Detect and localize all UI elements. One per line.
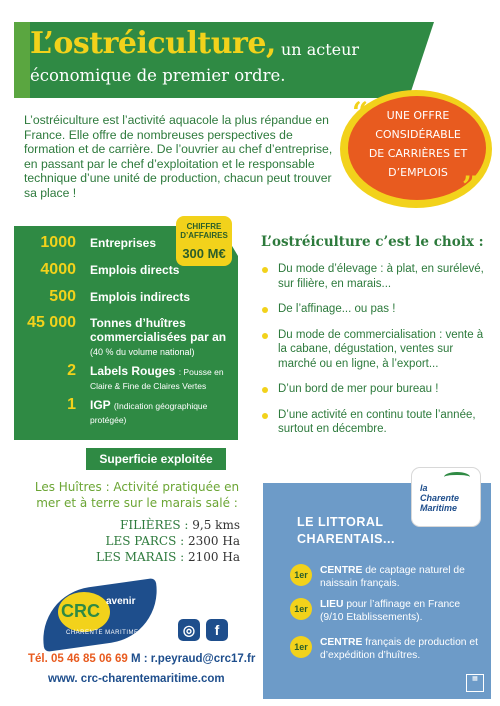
revenue-badge <box>176 216 232 266</box>
stat-note: (Indication géographique protégée) <box>90 401 208 425</box>
surface-line <box>60 550 240 564</box>
revenue-label-line: D’AFFAIRES <box>180 231 228 240</box>
coast-item-bold: LIEU <box>320 599 344 610</box>
stat-number: 1 <box>67 396 76 413</box>
coast-item-bold: CENTRE <box>320 565 363 576</box>
rank-badge: 1er <box>290 636 312 658</box>
callout-line: UNE OFFRE <box>386 109 450 122</box>
stat-label-text: IGP <box>90 398 111 412</box>
callout-line: CONSIDÉRABLE <box>375 128 461 141</box>
surface-badge: Superficie exploitée <box>86 448 226 470</box>
stat-label <box>90 398 238 426</box>
bird-icon <box>444 472 470 482</box>
choice-list <box>262 262 490 437</box>
charente-logo-name: Charente Maritime <box>420 493 460 513</box>
choice-title: L’ostréiculture c’est le choix : <box>261 234 484 250</box>
coast-item-text <box>320 564 486 590</box>
quote-open-icon: “ <box>352 96 369 129</box>
stat-label <box>90 364 238 392</box>
coast-item-text <box>320 636 486 662</box>
contact-email[interactable]: M : r.peyraud@crc17.fr <box>130 653 256 665</box>
coast-item-rest: français de production et d’expédition d’huîtres. <box>320 637 478 661</box>
page-title: L’ostréiculture, <box>30 26 276 61</box>
stat-row <box>14 362 238 392</box>
revenue-label-line: CHIFFRE <box>186 222 222 231</box>
stat-number: 500 <box>49 288 76 305</box>
facebook-icon[interactable]: f <box>206 619 228 641</box>
stat-row <box>14 396 238 430</box>
choice-item: Du mode d’élevage : à plat, en surélevé, sur filière, en marais... <box>262 262 490 291</box>
coast-item-bold: CENTRE <box>320 637 363 648</box>
stat-note: : Pousse en Claire & Fine de Claires Vertes <box>90 367 224 391</box>
intro-paragraph: L’ostréiculture est l’activité aquacole la plus répandue en France. Elle offre de nombreuses perspectives de formation et de carrière. De l’ouvrier au chef d’entreprise, en passant par le chef d’exploitation et le responsable technique d’une unité de production, chacun peut trouver sa place ! <box>24 113 333 200</box>
stat-note: (40 % du volume national) <box>90 347 195 357</box>
stat-label <box>90 316 238 359</box>
coast-item-rest: pour l’affinage en France (9/10 Etablissements). <box>320 599 461 623</box>
stat-number: 45 000 <box>27 314 76 331</box>
stat-label: Emplois directs <box>90 263 180 277</box>
revenue-value: 300 M€ <box>182 246 226 261</box>
coast-item-rest: de captage naturel de naissain français. <box>320 565 465 589</box>
stat-number: 4000 <box>40 261 76 278</box>
stat-number: 2 <box>67 362 76 379</box>
choice-item: D’une activité en continu toute l’année, surtout en décembre. <box>262 408 490 437</box>
surface-value: 9,5 kms <box>192 518 240 532</box>
choice-item: D’un bord de mer pour bureau ! <box>262 382 490 397</box>
surface-label: FILIÈRES : <box>120 518 189 532</box>
crc-logo-avenir: avenir <box>106 596 136 607</box>
printer-logo-icon: ▦ <box>466 674 484 692</box>
instagram-icon[interactable]: ◎ <box>178 619 200 641</box>
coast-title-line: CHARENTAIS... <box>297 532 395 546</box>
stat-label-text: Tonnes d’huîtres commercialisées par an <box>90 316 227 344</box>
rank-badge: 1er <box>290 564 312 586</box>
stat-label-text: Labels Rouges <box>90 364 176 378</box>
page-subtitle-part1: un acteur <box>281 40 360 59</box>
banner-accent <box>14 22 30 98</box>
choice-item: De l’affinage... ou pas ! <box>262 302 490 317</box>
stat-label: Emplois indirects <box>90 290 191 304</box>
charente-logo-la: la <box>420 483 428 493</box>
stat-row <box>14 314 238 356</box>
rank-badge: 1er <box>290 598 312 620</box>
contact-line <box>28 653 255 665</box>
page-subtitle-part2: économique de premier ordre. <box>30 66 286 85</box>
stat-row <box>14 288 238 308</box>
website-link[interactable]: www. crc-charentemaritime.com <box>48 673 225 685</box>
surface-line <box>60 534 240 548</box>
surface-line <box>60 518 240 532</box>
choice-item: Du mode de commercialisation : vente à la cabane, dégustation, ventes sur marché ou en ligne, à l’export... <box>262 328 490 372</box>
surface-label: LES PARCS : <box>105 534 185 548</box>
stat-number: 1000 <box>40 234 76 251</box>
revenue-label <box>176 222 232 240</box>
surface-value: 2300 Ha <box>188 534 240 548</box>
surface-intro: Les Huîtres : Activité pratiquée en mer et à terre sur le marais salé : <box>34 480 240 510</box>
crc-logo-text: CRC <box>61 601 100 621</box>
stat-label: Entreprises <box>90 236 157 250</box>
surface-label: LES MARAIS : <box>95 550 185 564</box>
coast-title-line: LE LITTORAL <box>297 515 384 529</box>
coast-title <box>297 514 395 548</box>
contact-phone: Tél. 05 46 85 06 69 <box>28 653 128 665</box>
callout-line: D’EMPLOIS <box>388 166 448 179</box>
quote-close-icon: ” <box>462 170 479 203</box>
callout-line: DE CARRIÈRES ET <box>368 147 468 160</box>
crc-logo-sub: CHARENTE MARITIME <box>66 630 139 636</box>
surface-value: 2100 Ha <box>188 550 240 564</box>
coast-item-text <box>320 598 486 624</box>
